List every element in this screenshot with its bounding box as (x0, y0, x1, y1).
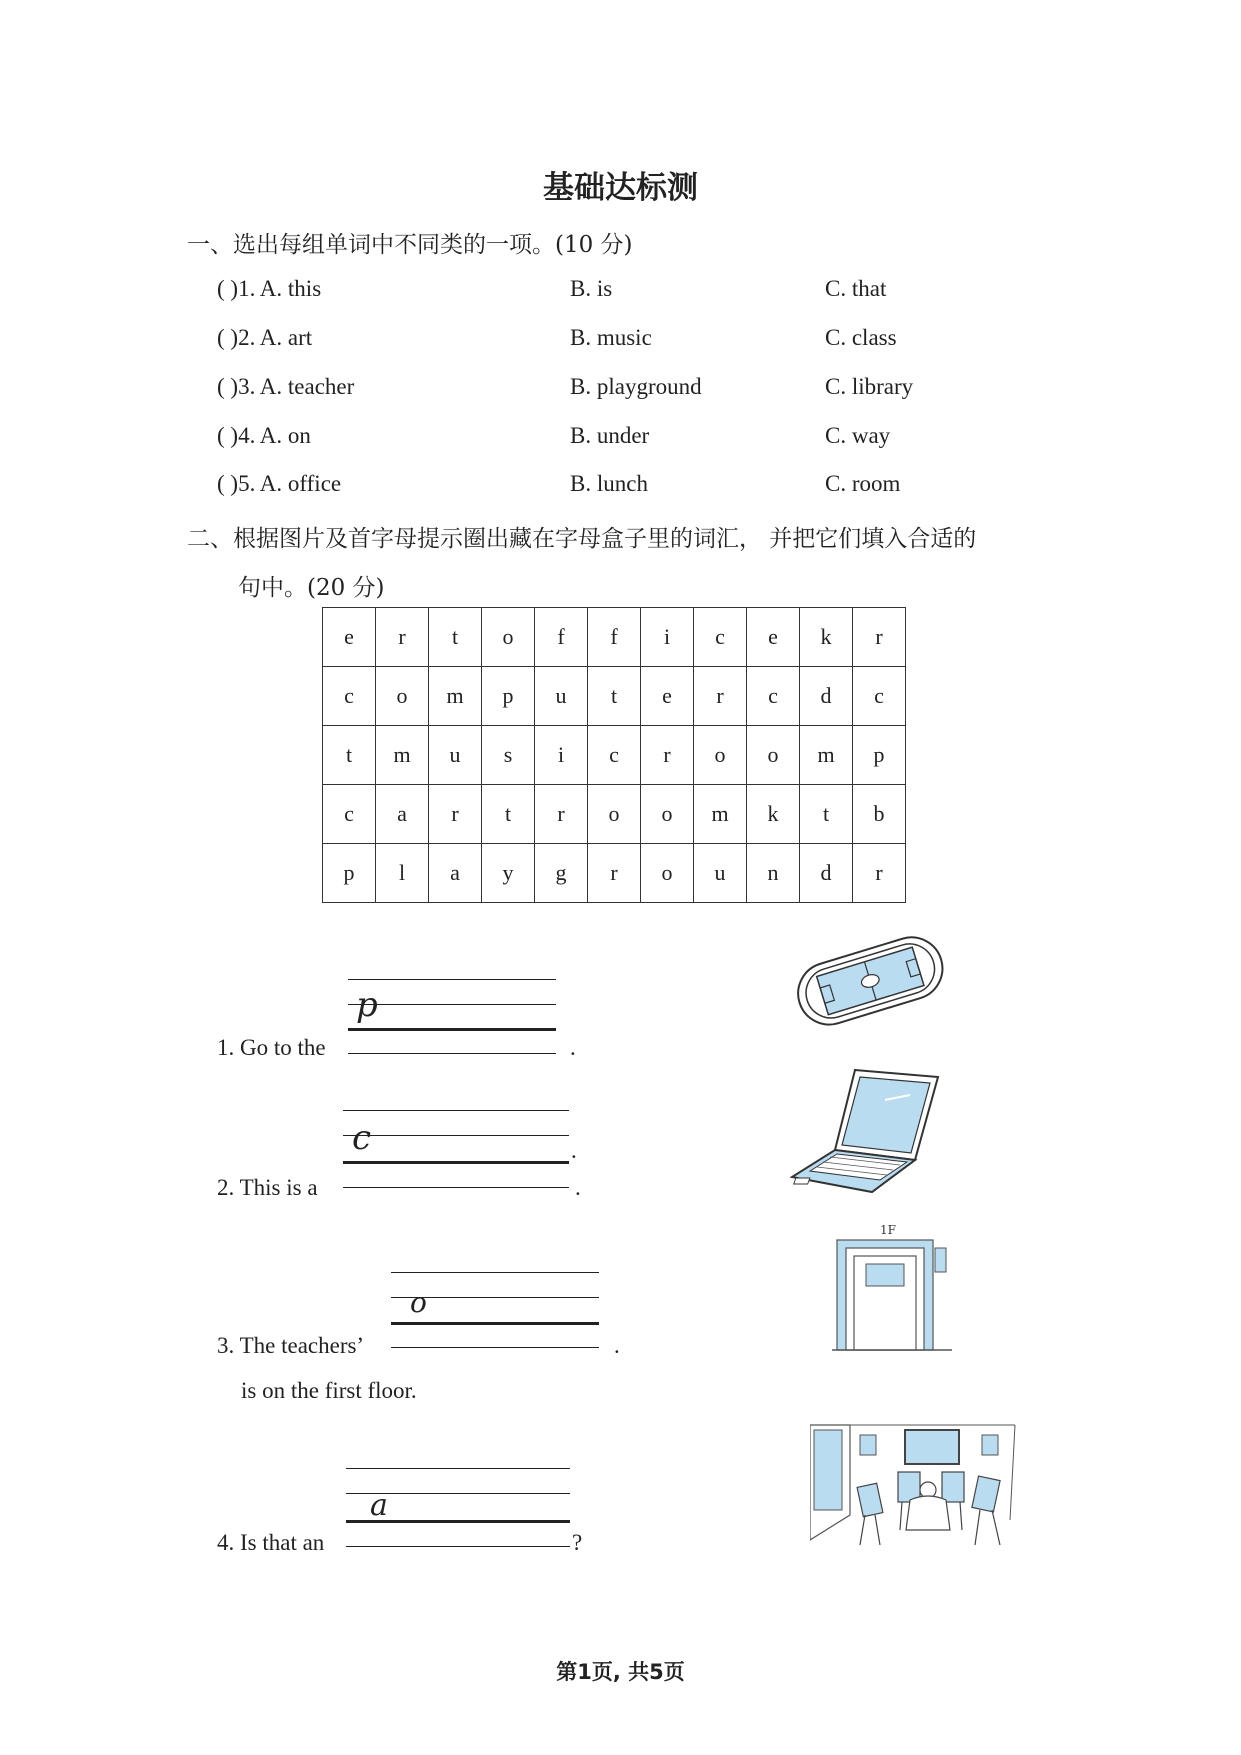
grid-cell: e (641, 667, 694, 726)
writing-line (343, 1161, 569, 1164)
grid-cell: c (323, 667, 376, 726)
grid-cell: t (429, 608, 482, 667)
q3-option-b: B. playground (570, 374, 702, 399)
sentence-3-text: 3. The teachers’ (217, 1333, 365, 1358)
grid-cell: m (694, 785, 747, 844)
grid-cell: r (853, 844, 906, 903)
grid-cell: b (853, 785, 906, 844)
grid-cell: p (853, 726, 906, 785)
writing-line (343, 1135, 569, 1136)
writing-line (346, 1468, 570, 1469)
grid-cell: l (376, 844, 429, 903)
office-door-icon (832, 1222, 952, 1352)
grid-row (323, 726, 906, 785)
writing-line (348, 1028, 556, 1031)
grid-cell: c (323, 785, 376, 844)
section2-heading: 二、根据图片及首字母提示圈出藏在字母盒子里的词汇， 并把它们填入合适的 (187, 526, 977, 552)
grid-cell: c (588, 726, 641, 785)
hint-letter: c (352, 1118, 372, 1158)
grid-cell: o (694, 726, 747, 785)
sentence-2-mark: . (571, 1138, 577, 1163)
q1-option-b: B. is (570, 276, 613, 301)
grid-cell: o (588, 785, 641, 844)
q5-option-a: ( )5. A. office (217, 471, 342, 496)
sentence-2-end: . (575, 1175, 581, 1200)
grid-cell: r (535, 785, 588, 844)
q3-option-a: ( )3. A. teacher (217, 374, 355, 399)
grid-cell: m (800, 726, 853, 785)
grid-cell: r (694, 667, 747, 726)
q2-option-a: ( )2. A. art (217, 325, 313, 350)
grid-cell: u (535, 667, 588, 726)
q2-option-c: C. class (825, 325, 897, 350)
q5-option-b: B. lunch (570, 471, 648, 496)
grid-cell: n (747, 844, 800, 903)
writing-line (348, 979, 556, 980)
writing-line (346, 1546, 570, 1547)
grid-cell: c (694, 608, 747, 667)
grid-cell: u (694, 844, 747, 903)
art-room-icon (810, 1420, 1020, 1550)
q1-option-a: ( )1. A. this (217, 276, 322, 301)
q5-option-c: C. room (825, 471, 901, 496)
sentence-1-end: . (570, 1035, 576, 1060)
grid-cell: r (429, 785, 482, 844)
q4-option-c: C. way (825, 423, 891, 448)
sentence-4-text: 4. Is that an (217, 1530, 325, 1555)
grid-cell: a (376, 785, 429, 844)
grid-cell: m (376, 726, 429, 785)
laptop-computer-icon (790, 1065, 940, 1195)
writing-line (348, 1004, 556, 1005)
sentence-1-text: 1. Go to the (217, 1035, 326, 1060)
grid-cell: g (535, 844, 588, 903)
page-title: 基础达标测 (543, 170, 698, 206)
sentence-3-end: . (614, 1333, 620, 1358)
grid-cell: k (800, 608, 853, 667)
grid-row (323, 608, 906, 667)
grid-row (323, 667, 906, 726)
grid-cell: y (482, 844, 535, 903)
grid-cell: o (376, 667, 429, 726)
grid-cell: p (323, 844, 376, 903)
grid-cell: s (482, 726, 535, 785)
grid-cell: m (429, 667, 482, 726)
grid-cell: r (853, 608, 906, 667)
grid-cell: i (535, 726, 588, 785)
page-footer: 第1页, 共5页 (556, 1660, 685, 1684)
grid-cell: p (482, 667, 535, 726)
section2-heading-cont: 句中。(20 分) (238, 575, 385, 601)
q1-option-c: C. that (825, 276, 887, 301)
writing-line (343, 1110, 569, 1111)
sentence-4-end: ? (572, 1530, 583, 1555)
writing-line (391, 1322, 599, 1325)
grid-cell: t (482, 785, 535, 844)
grid-cell: d (800, 844, 853, 903)
q4-option-a: ( )4. A. on (217, 423, 311, 448)
playground-icon (790, 925, 950, 1035)
grid-cell: r (588, 844, 641, 903)
grid-cell: e (323, 608, 376, 667)
grid-cell: d (800, 667, 853, 726)
grid-cell: o (747, 726, 800, 785)
grid-cell: a (429, 844, 482, 903)
hint-letter: a (370, 1488, 388, 1523)
grid-row (323, 785, 906, 844)
grid-cell: o (641, 844, 694, 903)
q2-option-b: B. music (570, 325, 652, 350)
sentence-3-cont: is on the first floor. (241, 1378, 417, 1403)
grid-row (323, 844, 906, 903)
grid-cell: r (641, 726, 694, 785)
sentence-2-text: 2. This is a (217, 1175, 318, 1200)
grid-cell: c (747, 667, 800, 726)
grid-cell: i (641, 608, 694, 667)
grid-cell: e (747, 608, 800, 667)
grid-cell: o (482, 608, 535, 667)
grid-cell: c (853, 667, 906, 726)
grid-cell: f (588, 608, 641, 667)
q3-option-c: C. library (825, 374, 914, 399)
grid-cell: k (747, 785, 800, 844)
grid-cell: t (800, 785, 853, 844)
section1-heading: 一、选出每组单词中不同类的一项。(10 分) (187, 232, 633, 258)
grid-cell: t (588, 667, 641, 726)
hint-letter: p (356, 985, 378, 1025)
writing-line (391, 1272, 599, 1273)
grid-cell: f (535, 608, 588, 667)
grid-cell: o (641, 785, 694, 844)
writing-line (348, 1053, 556, 1054)
grid-cell: u (429, 726, 482, 785)
hint-letter: o (410, 1286, 427, 1319)
grid-cell: t (323, 726, 376, 785)
floor-sign: 1F (880, 1223, 896, 1237)
q4-option-b: B. under (570, 423, 650, 448)
letter-grid (322, 607, 906, 903)
writing-line (343, 1187, 569, 1188)
grid-cell: r (376, 608, 429, 667)
writing-line (391, 1347, 599, 1348)
